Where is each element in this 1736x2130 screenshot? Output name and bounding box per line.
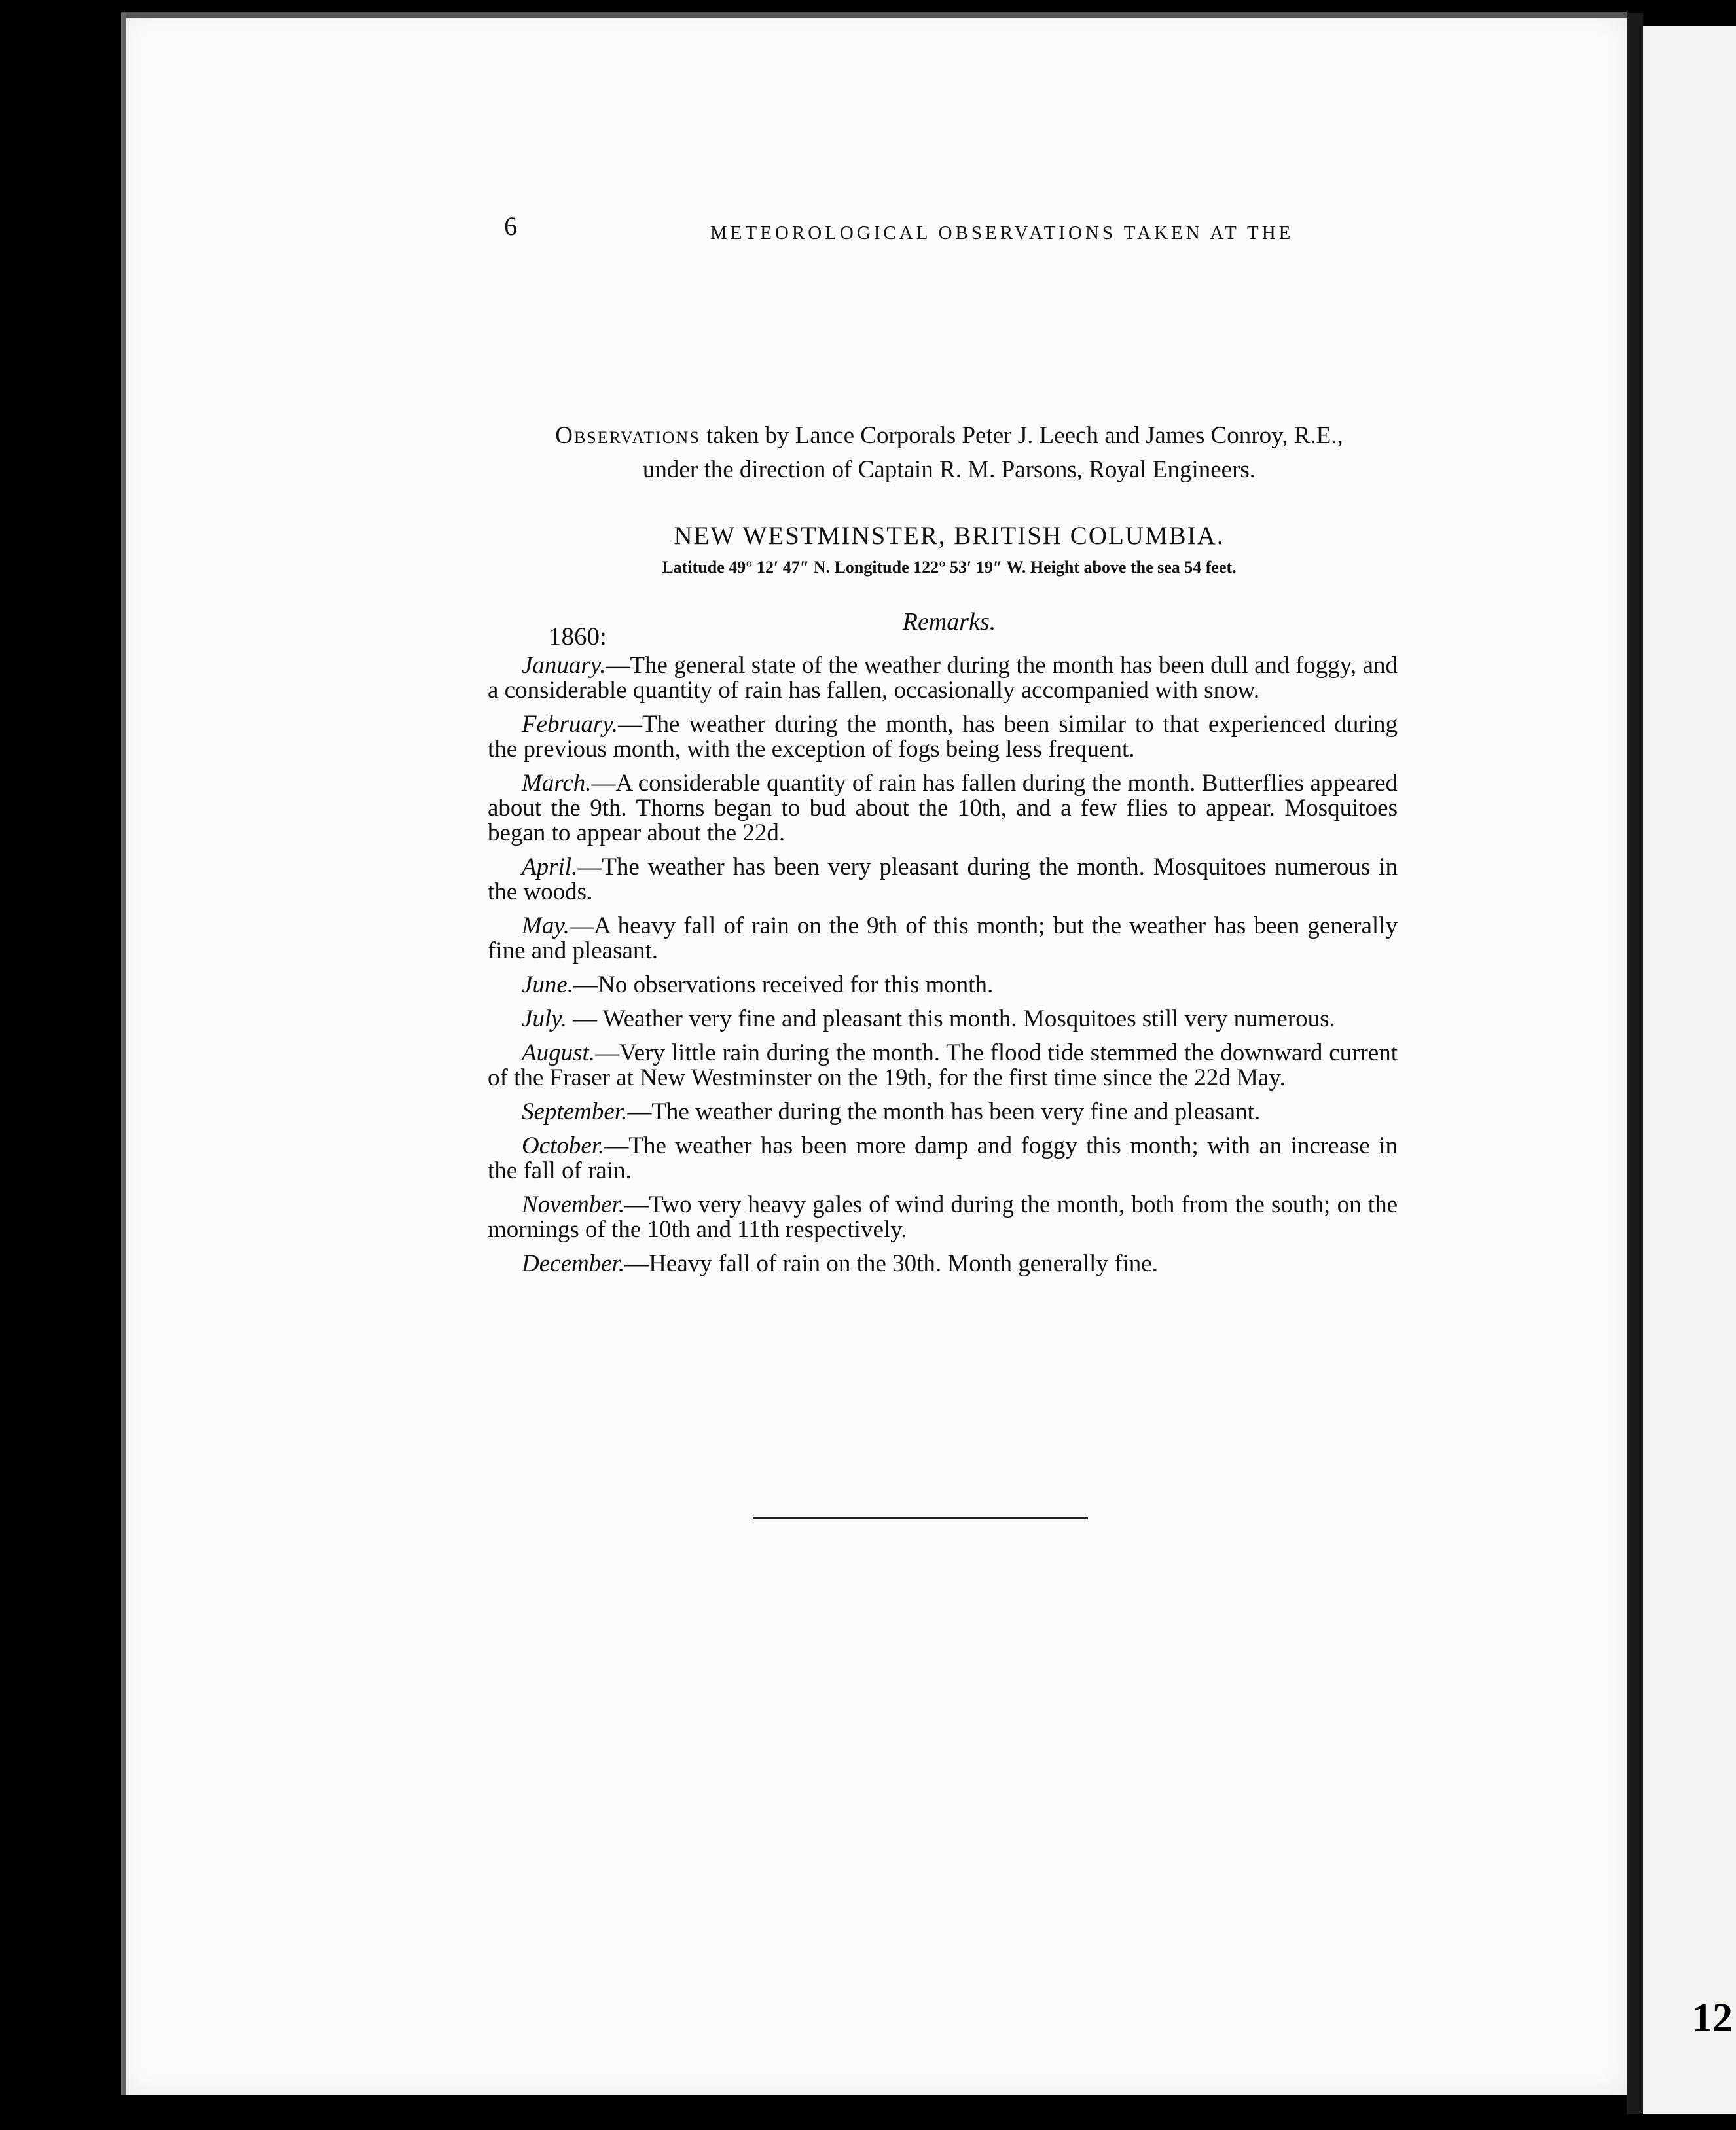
page-number: 6 [504,211,517,241]
page-gutter [1627,13,1643,2114]
intro-line-1 [497,419,1401,453]
remark-november [488,1193,1398,1242]
month-label: January. [522,652,606,679]
remark-january [488,653,1398,703]
month-label: August. [522,1039,596,1066]
section-divider-rule [753,1517,1088,1519]
next-page-number: 12 [1692,1996,1733,2040]
page-top-edge [121,12,1627,18]
remark-text: —The general state of the weather during the month has been dull and foggy, and a considerable quantity of rain has fallen, occasionally accompanied with snow. [488,652,1398,704]
remark-text: —Very little rain during the month. The flood tide stemmed the downward current of the Fraser at New Westminster on the 19th, for the first time since the 22d May. [488,1039,1398,1091]
remark-february [488,712,1398,762]
remark-text: —The weather has been very pleasant during the month. Mosquitoes numerous in the woods. [488,854,1398,905]
intro-lead-word: Observations [555,422,700,449]
remark-may [488,914,1398,964]
month-label: September. [522,1098,628,1125]
remarks-heading: Remarks. [902,608,996,636]
month-label: December. [522,1250,625,1277]
remarks-list [488,653,1398,1286]
month-label: March. [522,770,592,797]
remark-text: — Weather very fine and pleasant this month. Mosquitoes still very numerous. [566,1005,1335,1032]
remark-text: —No observations received for this month. [573,971,994,998]
month-label: May. [522,912,570,939]
intro-line-2: under the direction of Captain R. M. Parsons, Royal Engineers. [642,456,1256,483]
remark-april [488,855,1398,905]
remark-august [488,1041,1398,1091]
remark-september [488,1100,1398,1125]
remark-july [488,1007,1398,1032]
remark-text: —The weather during the month, has been similar to that experienced during the previous month, with the exception of fogs being less frequent. [488,711,1398,763]
remark-text: —A heavy fall of rain on the 9th of this month; but the weather has been generally fine and pleasant. [488,912,1398,964]
next-page-strip [1643,26,1736,2114]
month-label: April. [522,854,578,880]
coordinates-line: Latitude 49° 12′ 47″ N. Longitude 122° 53′ 19″ W. Height above the sea 54 feet. [662,558,1237,577]
remark-text: —The weather has been more damp and foggy this month; with an increase in the fall of rain. [488,1132,1398,1184]
running-head: METEOROLOGICAL OBSERVATIONS TAKEN AT THE [710,223,1294,244]
month-label: July. [522,1005,567,1032]
month-label: February. [522,711,618,738]
month-label: October. [522,1132,605,1159]
remark-text: —Two very heavy gales of wind during the month, both from the south; on the mornings of the 10th and 11th respectively. [488,1191,1398,1243]
page-left-edge [121,13,126,2095]
remark-text: —A considerable quantity of rain has fallen during the month. Butterflies appeared about the 9th. Thorns began to bud about the 10th, and a few flies to appear. Mosquitoes began to appear about the 22d. [488,770,1398,846]
year-label: 1860: [549,623,607,651]
remark-text: —Heavy fall of rain on the 30th. Month generally fine. [624,1250,1158,1277]
remark-march [488,771,1398,846]
intro-line-1-text: taken by Lance Corporals Peter J. Leech and James Conroy, R.E., [700,422,1343,449]
remark-june [488,973,1398,998]
remark-text: —The weather during the month has been very fine and pleasant. [627,1098,1261,1125]
remark-december [488,1252,1398,1276]
place-title: NEW WESTMINSTER, BRITISH COLUMBIA. [674,522,1225,550]
remark-october [488,1134,1398,1183]
month-label: June. [522,971,574,998]
month-label: November. [522,1191,625,1218]
